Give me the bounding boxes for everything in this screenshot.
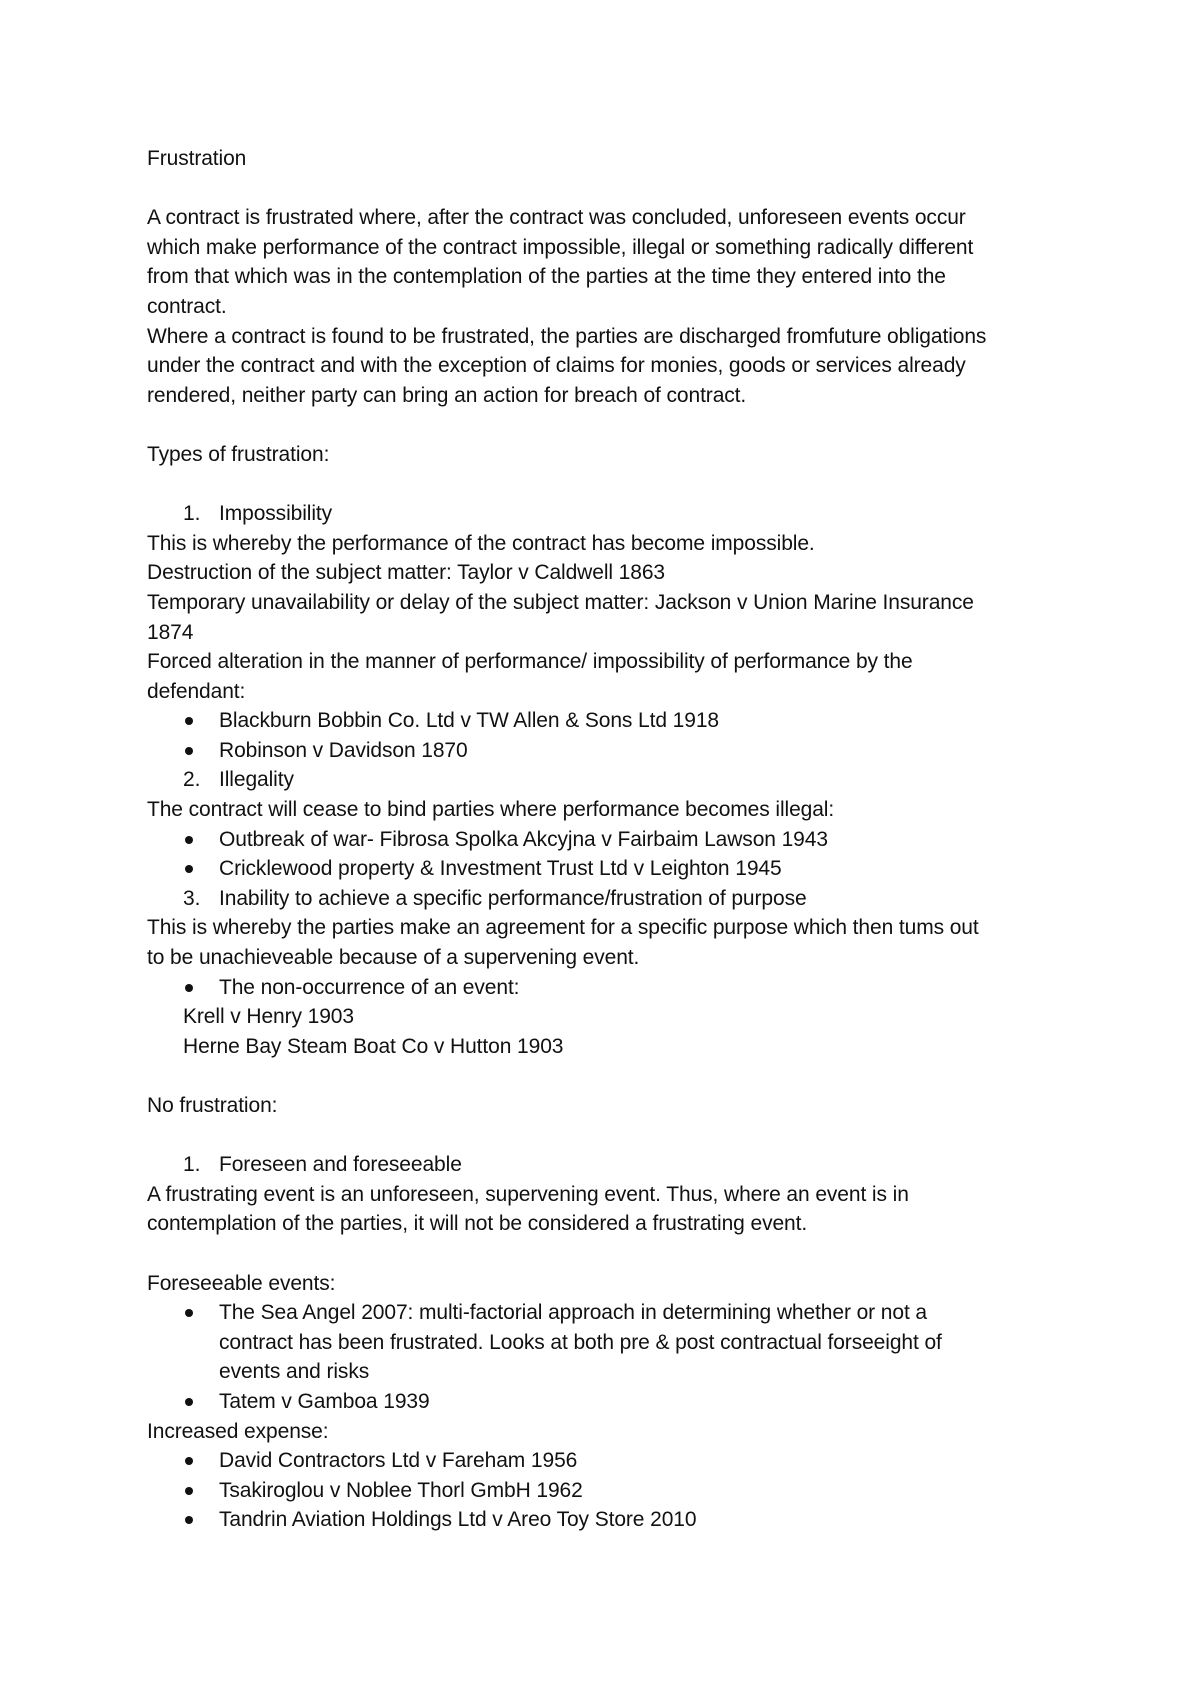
bullet-icon — [183, 706, 219, 736]
foreseeable-heading: Foreseeable events: — [147, 1271, 336, 1295]
increased-expense-heading: Increased expense: — [147, 1419, 329, 1443]
intro-line: Where a contract is found to be frustrated, the parties are discharged fromfuture obligations — [147, 324, 987, 348]
body-line: Temporary unavailability or delay of the subject matter: Jackson v Union Marine Insurance — [147, 590, 974, 614]
bullet-icon — [183, 736, 219, 766]
list-number: 2. — [183, 768, 201, 792]
numbered-item-illegality — [147, 765, 1077, 795]
intro-line: A contract is frustrated where, after the contract was concluded, unforeseen events occur — [147, 206, 966, 230]
bullet-icon — [183, 1446, 219, 1476]
spacer — [147, 470, 1077, 500]
document-title: Frustration — [147, 147, 247, 170]
bullet-icon — [183, 1387, 219, 1417]
body-line: Destruction of the subject matter: Taylor v Caldwell 1863 — [147, 561, 665, 585]
bullet-item — [147, 1387, 1077, 1417]
body-line: defendant: — [147, 679, 246, 703]
bullet-text: Blackburn Bobbin Co. Ltd v TW Allen & Sons Ltd 1918 — [219, 709, 719, 733]
body-line: Forced alteration in the manner of performance/ impossibility of performance by the — [147, 650, 913, 674]
bullet-icon — [183, 825, 219, 855]
spacer — [147, 410, 1077, 440]
case-line: Krell v Henry 1903 — [183, 1005, 354, 1029]
bullet-item — [147, 736, 1077, 766]
bullet-icon — [183, 973, 219, 1003]
body-line: to be unachieveable because of a supervening event. — [147, 946, 640, 970]
spacer — [147, 1061, 1077, 1091]
body-line: The contract will cease to bind parties where performance becomes illegal: — [147, 798, 835, 822]
bullet-text: David Contractors Ltd v Fareham 1956 — [219, 1449, 578, 1473]
bullet-text: Robinson v Davidson 1870 — [219, 738, 468, 762]
bullet-text: Tatem v Gamboa 1939 — [219, 1389, 430, 1413]
intro-line: from that which was in the contemplation of the parties at the time they entered into the — [147, 265, 946, 289]
numbered-item-purpose — [147, 884, 1077, 914]
bullet-text: Tandrin Aviation Holdings Ltd v Areo Toy Store 2010 — [219, 1508, 697, 1532]
bullet-icon — [183, 1505, 219, 1535]
document-page — [147, 144, 1077, 1535]
numbered-item-foreseen — [147, 1150, 1077, 1180]
bullet-text: Cricklewood property & Investment Trust Ltd v Leighton 1945 — [219, 857, 782, 881]
case-line: Herne Bay Steam Boat Co v Hutton 1903 — [183, 1034, 564, 1058]
body-line: contemplation of the parties, it will not be considered a frustrating event. — [147, 1212, 808, 1236]
bullet-text: Outbreak of war- Fibrosa Spolka Akcyjna v Fairbaim Lawson 1943 — [219, 827, 828, 851]
numbered-item-label: Foreseen and foreseeable — [219, 1153, 462, 1177]
bullet-icon — [183, 854, 219, 884]
bullet-text: The non-occurrence of an event: — [219, 975, 520, 999]
list-number: 1. — [183, 502, 201, 526]
bullet-item — [147, 706, 1077, 736]
body-line: A frustrating event is an unforeseen, supervening event. Thus, where an event is in — [147, 1182, 909, 1206]
spacer — [147, 1121, 1077, 1151]
body-line: This is whereby the performance of the contract has become impossible. — [147, 531, 815, 555]
bullet-text: The Sea Angel 2007: multi-factorial approach in determining whether or not a contract has been frustrated. Looks at both pre & post contractual forseeight of events and risks — [219, 1301, 942, 1384]
bullet-text: Tsakiroglou v Noblee Thorl GmbH 1962 — [219, 1478, 583, 1502]
intro-line: contract. — [147, 294, 227, 318]
intro-line: under the contract and with the exception of claims for monies, goods or services already — [147, 354, 966, 378]
bullet-item — [147, 825, 1077, 855]
spacer — [147, 1239, 1077, 1269]
bullet-item — [147, 1476, 1077, 1506]
numbered-item-label: Impossibility — [219, 502, 333, 526]
intro-line: which make performance of the contract impossible, illegal or something radically different — [147, 235, 974, 259]
types-heading: Types of frustration: — [147, 442, 330, 466]
bullet-item — [147, 973, 1077, 1003]
numbered-item-label: Illegality — [219, 768, 294, 792]
numbered-item-impossibility — [147, 499, 1077, 529]
bullet-icon — [183, 1298, 219, 1387]
intro-line: rendered, neither party can bring an action for breach of contract. — [147, 383, 747, 407]
body-line: 1874 — [147, 620, 194, 644]
spacer — [147, 174, 1077, 204]
no-frustration-heading: No frustration: — [147, 1094, 278, 1117]
bullet-icon — [183, 1476, 219, 1506]
bullet-item — [147, 1298, 1003, 1387]
body-line: This is whereby the parties make an agreement for a specific purpose which then tums out — [147, 916, 979, 940]
bullet-item — [147, 1505, 1077, 1535]
numbered-item-label: Inability to achieve a specific performance/frustration of purpose — [219, 886, 807, 910]
list-number: 3. — [183, 886, 201, 910]
bullet-item — [147, 854, 1077, 884]
list-number: 1. — [183, 1153, 201, 1177]
bullet-item — [147, 1446, 1077, 1476]
